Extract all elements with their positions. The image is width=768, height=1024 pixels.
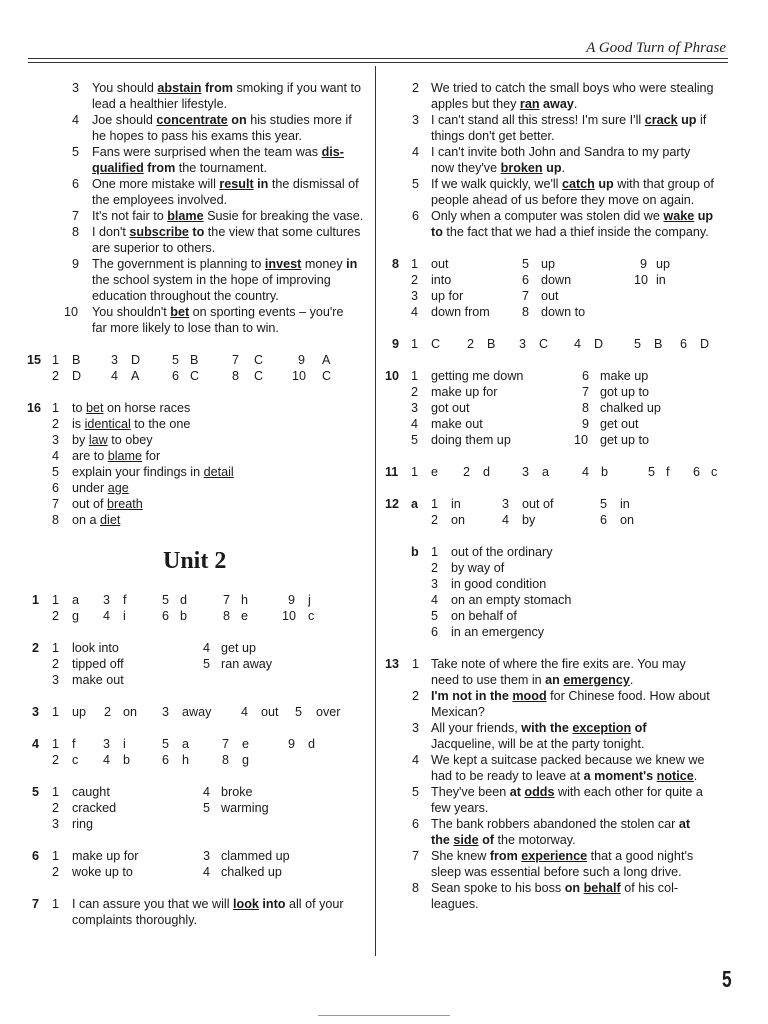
item-number: 13 — [385, 657, 400, 671]
item-number: 5 — [648, 465, 656, 479]
answer-text: out of the ordinary — [451, 545, 553, 559]
item-number: 8 — [222, 753, 230, 767]
item-number: 5 — [634, 337, 642, 351]
item-number: 4 — [72, 113, 80, 127]
answer-text: the school system in the hope of improving — [92, 273, 331, 287]
answer-text: Take note of where the fire exits are. You may — [431, 657, 686, 671]
item-number: 3 — [412, 113, 420, 127]
item-number: 6 — [600, 513, 608, 527]
answer-text: got up to — [600, 385, 650, 399]
answer-text: You shouldn't bet on sporting events – you're — [92, 305, 344, 319]
answer-text: You should abstain from smoking if you want to — [92, 81, 362, 95]
answer-text: make up for — [72, 849, 139, 863]
item-number: 6 — [72, 177, 80, 191]
item-number: j — [308, 593, 311, 607]
item-number: 9 — [72, 257, 80, 271]
header-rule — [28, 58, 728, 59]
item-number: 1 — [411, 369, 419, 383]
answer-text: We tried to catch the small boys who were stealing — [431, 81, 714, 95]
item-number: 10 — [574, 433, 589, 447]
item-number: 5 — [412, 785, 420, 799]
item-number: 4 — [582, 465, 590, 479]
answer-text: up — [656, 257, 671, 271]
answer-text: ran away — [221, 657, 273, 671]
answer-text: are to blame for — [72, 449, 161, 463]
answer-text: apples but they ran away. — [431, 97, 578, 111]
answer-text: Sean spoke to his boss on behalf of his col- — [431, 881, 679, 895]
item-number: 6 — [52, 481, 60, 495]
item-number: 1 — [52, 737, 60, 751]
item-number: 3 — [103, 593, 111, 607]
item-number: 5 — [172, 353, 180, 367]
answer-text: B — [72, 353, 81, 367]
answer-text: in an emergency — [451, 625, 545, 639]
item-number: i — [123, 609, 126, 623]
item-number: 3 — [519, 337, 527, 351]
item-number: a — [182, 737, 190, 751]
item-number: 9 — [582, 417, 590, 431]
item-number: e — [431, 465, 439, 479]
item-number: 7 — [582, 385, 590, 399]
item-number: 3 — [412, 721, 420, 735]
item-number: f — [666, 465, 670, 479]
item-number: 2 — [52, 801, 60, 815]
answer-text: B — [487, 337, 496, 351]
answer-text: the employees involved. — [92, 193, 228, 207]
answer-text: people ahead of us before they move on again. — [431, 193, 695, 207]
answer-text: D — [131, 353, 141, 367]
item-number: 3 — [502, 497, 510, 511]
answer-text: chalked up — [600, 401, 661, 415]
item-number: 11 — [385, 465, 399, 479]
item-number: f — [72, 737, 76, 751]
item-number: 3 — [203, 849, 211, 863]
item-number: 4 — [32, 737, 40, 751]
answer-text: clammed up — [221, 849, 290, 863]
item-number: 8 — [232, 369, 240, 383]
item-number: 6 — [32, 849, 40, 863]
item-number: 2 — [411, 385, 419, 399]
answer-text: A — [131, 369, 140, 383]
item-number: 2 — [104, 705, 112, 719]
answer-text: had to be ready to leave at a moment's notice. — [431, 769, 698, 783]
item-number: 10 — [292, 369, 307, 383]
answer-text: cracked — [72, 801, 117, 815]
item-number: 12 — [385, 497, 400, 511]
item-number: 2 — [52, 369, 60, 383]
answer-text: make up for — [431, 385, 498, 399]
answer-text: over — [316, 705, 341, 719]
item-number: 2 — [52, 865, 60, 879]
answer-text: up — [541, 257, 556, 271]
item-number: 9 — [392, 337, 400, 351]
item-number: d — [308, 737, 316, 751]
answer-text: are superior to others. — [92, 241, 216, 255]
answer-text: into — [431, 273, 452, 287]
answer-text: warming — [221, 801, 269, 815]
answer-text: things don't get better. — [431, 129, 555, 143]
answer-text: away — [182, 705, 212, 719]
answer-text: out of breath — [72, 497, 143, 511]
item-number: 5 — [162, 593, 170, 607]
item-number: 5 — [600, 497, 608, 511]
answer-text: tipped off — [72, 657, 124, 671]
answer-text: complaints thoroughly. — [72, 913, 198, 927]
item-number: a — [542, 465, 550, 479]
answer-text: make out — [72, 673, 124, 687]
answer-text: up — [72, 705, 87, 719]
answer-text: in good condition — [451, 577, 547, 591]
item-number: 4 — [203, 641, 211, 655]
answer-text: now they've broken up. — [431, 161, 566, 175]
answer-text: woke up to — [72, 865, 133, 879]
item-number: 8 — [412, 881, 420, 895]
item-number: 4 — [574, 337, 582, 351]
answer-text: qualified from the tournament. — [92, 161, 267, 175]
item-number: 3 — [411, 401, 419, 415]
item-number: i — [123, 737, 126, 751]
answer-text: Fans were surprised when the team was dis- — [92, 145, 344, 159]
answer-text: out — [431, 257, 449, 271]
item-number: 3 — [431, 577, 439, 591]
item-number: 1 — [411, 337, 419, 351]
item-number: 2 — [411, 273, 419, 287]
item-number: 2 — [52, 417, 60, 431]
answer-text: I can assure you that we will look into all of your — [72, 897, 344, 911]
item-number: 6 — [582, 369, 590, 383]
answer-text: They've been at odds with each other for quite a — [431, 785, 703, 799]
item-number: 3 — [52, 817, 60, 831]
item-number: 4 — [111, 369, 119, 383]
answer-text: get out — [600, 417, 639, 431]
item-number: 2 — [32, 641, 40, 655]
answer-text: I can't invite both John and Sandra to my party — [431, 145, 691, 159]
item-number: 8 — [223, 609, 231, 623]
item-number: 1 — [52, 641, 60, 655]
item-number: g — [242, 753, 250, 767]
item-number: 6 — [162, 609, 170, 623]
answer-text: on — [123, 705, 138, 719]
item-number: h — [241, 593, 249, 607]
answer-text: up for — [431, 289, 464, 303]
item-number: c — [711, 465, 718, 479]
item-number: b — [411, 545, 419, 559]
item-number: 7 — [522, 289, 530, 303]
item-number: 4 — [502, 513, 510, 527]
answer-text: I can't stand all this stress! I'm sure I'll crack up if — [431, 113, 707, 127]
answer-text: get up to — [600, 433, 650, 447]
answer-text: The bank robbers abandoned the stolen car at — [431, 817, 691, 831]
item-number: 6 — [412, 817, 420, 831]
answer-text: C — [254, 369, 264, 383]
item-number: 6 — [412, 209, 420, 223]
answer-text: by law to obey — [72, 433, 153, 447]
item-number: 5 — [522, 257, 530, 271]
answer-text: the side of the motorway. — [431, 833, 576, 847]
answer-text: on — [451, 513, 466, 527]
item-number: 1 — [32, 593, 40, 607]
answer-text: by — [522, 513, 536, 527]
item-number: c — [72, 753, 79, 767]
answer-text: under age — [72, 481, 129, 495]
item-number: 2 — [463, 465, 471, 479]
footer-rule — [318, 1015, 450, 1016]
answer-text: broke — [221, 785, 253, 799]
item-number: 7 — [222, 737, 230, 751]
item-number: f — [123, 593, 127, 607]
item-number: 6 — [172, 369, 180, 383]
header-rule — [28, 62, 728, 63]
answer-text: down to — [541, 305, 586, 319]
item-number: 10 — [64, 305, 79, 319]
item-number: 3 — [111, 353, 119, 367]
item-number: e — [242, 737, 250, 751]
answer-text: It's not fair to blame Susie for breaking the vase. — [92, 209, 364, 223]
answer-text: B — [654, 337, 663, 351]
item-number: 4 — [241, 705, 249, 719]
item-number: 1 — [412, 657, 420, 671]
item-number: 2 — [431, 513, 439, 527]
answer-text: make out — [431, 417, 483, 431]
item-number: 8 — [522, 305, 530, 319]
answer-text: need to use them in an emergency. — [431, 673, 634, 687]
answer-text: he hopes to pass his exams this year. — [92, 129, 303, 143]
item-number: 7 — [412, 849, 420, 863]
answer-text: on — [620, 513, 635, 527]
answer-text: in — [620, 497, 630, 511]
answer-text: education throughout the country. — [92, 289, 279, 303]
unit-heading: Unit 2 — [163, 548, 227, 574]
item-number: 6 — [522, 273, 530, 287]
running-head: A Good Turn of Phrase — [586, 40, 726, 56]
item-number: 4 — [103, 609, 111, 623]
item-number: 10 — [634, 273, 649, 287]
item-number: 4 — [411, 305, 419, 319]
item-number: 10 — [385, 369, 400, 383]
page-number: 5 — [722, 966, 732, 992]
answer-text: B — [190, 353, 199, 367]
item-number: 1 — [411, 257, 419, 271]
answer-text: I'm not in the mood for Chinese food. How about — [431, 689, 710, 703]
item-number: 5 — [72, 145, 80, 159]
item-number: 4 — [412, 145, 420, 159]
item-number: 5 — [162, 737, 170, 751]
item-number: 9 — [298, 353, 306, 367]
item-number: h — [182, 753, 190, 767]
item-number: d — [483, 465, 491, 479]
item-number: 7 — [72, 209, 80, 223]
item-number: g — [72, 609, 80, 623]
answer-text: on an empty stomach — [451, 593, 572, 607]
answer-text: in — [451, 497, 461, 511]
item-number: 1 — [52, 401, 60, 415]
answer-text: She knew from experience that a good night's — [431, 849, 694, 863]
item-number: 6 — [431, 625, 439, 639]
item-number: 3 — [522, 465, 530, 479]
item-number: 7 — [52, 497, 60, 511]
item-number: 5 — [431, 609, 439, 623]
answer-text: out — [261, 705, 279, 719]
item-number: 2 — [52, 657, 60, 671]
answer-text: I don't subscribe to the view that some cultures — [92, 225, 361, 239]
answer-text: caught — [72, 785, 110, 799]
item-number: 4 — [412, 753, 420, 767]
item-number: 1 — [52, 849, 60, 863]
item-number: 1 — [52, 705, 60, 719]
answer-text: get up — [221, 641, 257, 655]
answer-text: Joe should concentrate on his studies more if — [92, 113, 352, 127]
item-number: 7 — [223, 593, 231, 607]
column-divider — [375, 66, 376, 956]
answer-text: The government is planning to invest money in — [92, 257, 358, 271]
item-number: 9 — [288, 737, 296, 751]
answer-text: out — [541, 289, 559, 303]
answer-text: All your friends, with the exception of — [431, 721, 647, 735]
answer-text: to bet on horse races — [72, 401, 191, 415]
answer-text: sleep was essential before such a long drive. — [431, 865, 682, 879]
item-number: 1 — [52, 897, 60, 911]
item-number: 1 — [52, 593, 60, 607]
answer-text: down — [541, 273, 572, 287]
answer-text: D — [72, 369, 82, 383]
answer-text: got out — [431, 401, 470, 415]
answer-text: down from — [431, 305, 490, 319]
item-number: 1 — [411, 465, 419, 479]
item-number: 15 — [27, 353, 42, 367]
item-number: 5 — [411, 433, 419, 447]
item-number: 5 — [203, 801, 211, 815]
item-number: 5 — [295, 705, 303, 719]
item-number: 4 — [203, 865, 211, 879]
answer-text: A — [322, 353, 331, 367]
item-number: 8 — [392, 257, 400, 271]
answer-text: C — [190, 369, 200, 383]
item-number: 2 — [52, 753, 60, 767]
answer-text: ring — [72, 817, 93, 831]
item-number: 6 — [680, 337, 688, 351]
answer-text: is identical to the one — [72, 417, 191, 431]
item-number: 7 — [32, 897, 40, 911]
item-number: 3 — [103, 737, 111, 751]
item-number: 1 — [431, 545, 439, 559]
item-number: 2 — [412, 81, 420, 95]
item-number: 3 — [411, 289, 419, 303]
answer-text: look into — [72, 641, 119, 655]
answer-text: If we walk quickly, we'll catch up with that group of — [431, 177, 714, 191]
item-number: 3 — [52, 673, 60, 687]
item-number: b — [180, 609, 188, 623]
answer-text: to the fact that we had a thief inside the company. — [431, 225, 709, 239]
answer-text: make up — [600, 369, 649, 383]
answer-text: We kept a suitcase packed because we knew we — [431, 753, 705, 767]
item-number: 3 — [52, 433, 60, 447]
item-number: 7 — [232, 353, 240, 367]
item-number: a — [411, 497, 419, 511]
item-number: a — [72, 593, 80, 607]
item-number: 4 — [52, 449, 60, 463]
answer-text: Only when a computer was stolen did we wake up — [431, 209, 714, 223]
item-number: b — [601, 465, 609, 479]
answer-text: by way of — [451, 561, 505, 575]
item-number: 4 — [431, 593, 439, 607]
answer-text: explain your findings in detail — [72, 465, 234, 479]
answer-text: in — [656, 273, 666, 287]
answer-text: One more mistake will result in the dismissal of — [92, 177, 359, 191]
answer-text: C — [431, 337, 441, 351]
item-number: 5 — [203, 657, 211, 671]
item-number: 4 — [203, 785, 211, 799]
answer-text: getting me down — [431, 369, 524, 383]
answer-text: far more likely to lose than to win. — [92, 321, 279, 335]
answer-text: D — [594, 337, 604, 351]
item-number: 4 — [411, 417, 419, 431]
item-number: 4 — [103, 753, 111, 767]
item-number: 16 — [27, 401, 42, 415]
item-number: 8 — [582, 401, 590, 415]
item-number: 2 — [431, 561, 439, 575]
answer-text: few years. — [431, 801, 489, 815]
item-number: 3 — [32, 705, 40, 719]
item-number: e — [241, 609, 249, 623]
item-number: d — [180, 593, 188, 607]
item-number: 8 — [72, 225, 80, 239]
answer-text: C — [322, 369, 332, 383]
item-number: 2 — [412, 689, 420, 703]
item-number: 10 — [282, 609, 297, 623]
item-number: 1 — [431, 497, 439, 511]
item-number: 6 — [693, 465, 701, 479]
item-number: 1 — [52, 353, 60, 367]
answer-text: C — [539, 337, 549, 351]
answer-text: Jacqueline, will be at the party tonight. — [431, 737, 645, 751]
answer-text: doing them up — [431, 433, 511, 447]
answer-text: Mexican? — [431, 705, 485, 719]
item-number: 8 — [52, 513, 60, 527]
item-number: c — [308, 609, 315, 623]
answer-text: on a diet — [72, 513, 121, 527]
item-number: 2 — [467, 337, 475, 351]
item-number: 3 — [72, 81, 80, 95]
item-number: 2 — [52, 609, 60, 623]
answer-text: chalked up — [221, 865, 282, 879]
item-number: 1 — [52, 785, 60, 799]
answer-text: on behalf of — [451, 609, 517, 623]
item-number: 3 — [162, 705, 170, 719]
item-number: 9 — [640, 257, 648, 271]
item-number: 5 — [412, 177, 420, 191]
item-number: 6 — [162, 753, 170, 767]
item-number: 5 — [52, 465, 60, 479]
answer-text: C — [254, 353, 264, 367]
answer-text: lead a healthier lifestyle. — [92, 97, 228, 111]
answer-text: leagues. — [431, 897, 479, 911]
item-number: b — [123, 753, 131, 767]
answer-text: out of — [522, 497, 554, 511]
item-number: 5 — [32, 785, 40, 799]
answer-text: D — [700, 337, 710, 351]
item-number: 9 — [288, 593, 296, 607]
